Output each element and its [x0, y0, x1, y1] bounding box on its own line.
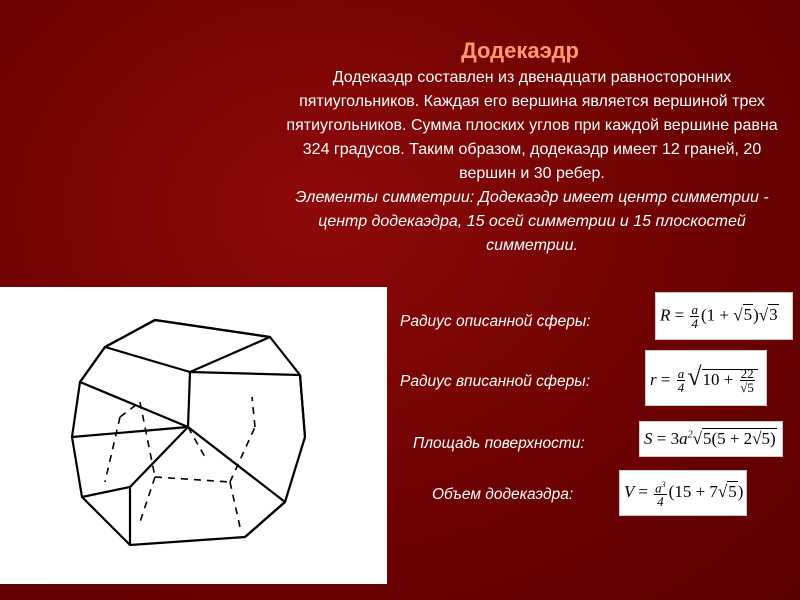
- dodecahedron-figure: [0, 287, 387, 584]
- formula-label-volume: Объем додекаэдра:: [432, 486, 574, 503]
- formula-circumscribed-radius: R = $\frac{a}{4}$ (1 + √5)√3: [655, 292, 793, 340]
- formula-surface-area: $S = 3a^2√5(5 + 2√5)$: [639, 421, 783, 457]
- formula-label-inscribed: Радиус вписанной сферы:: [400, 373, 590, 390]
- outline: [72, 320, 305, 545]
- formula-label-surface: Площадь поверхности:: [413, 435, 585, 452]
- top-face: [105, 320, 270, 372]
- slide-body: [282, 66, 782, 258]
- slide-title: Додекаэдр: [461, 38, 579, 63]
- formula-volume: V = $\frac{a^3}{4}$ (15 + 7√5): [619, 470, 747, 516]
- dodecahedron-drawing: [0, 287, 387, 584]
- description-paragraph: Додекаэдр составлен из двенадцати равносторонних пятиугольников. Каждая его вершина является вершиной трех пятиугольников. Сумма плоских углов при каждой вершине равна 324 градусов. Таким образом, додекаэдр имеет 12 граней, 20 вершин и 30 ребер.: [286, 69, 778, 182]
- formula-inscribed-radius: r = $\frac{a}{4}$ √10 + $\frac{22}{√5}$: [645, 350, 767, 406]
- symmetry-paragraph: Элементы симметрии: Додекаэдр имеет центр симметрии - центр додекаэдра, 15 осей симметрии и 15 плоскостей симметрии.: [295, 189, 769, 254]
- formula-label-circumscribed: Радиус описанной сферы:: [400, 313, 591, 330]
